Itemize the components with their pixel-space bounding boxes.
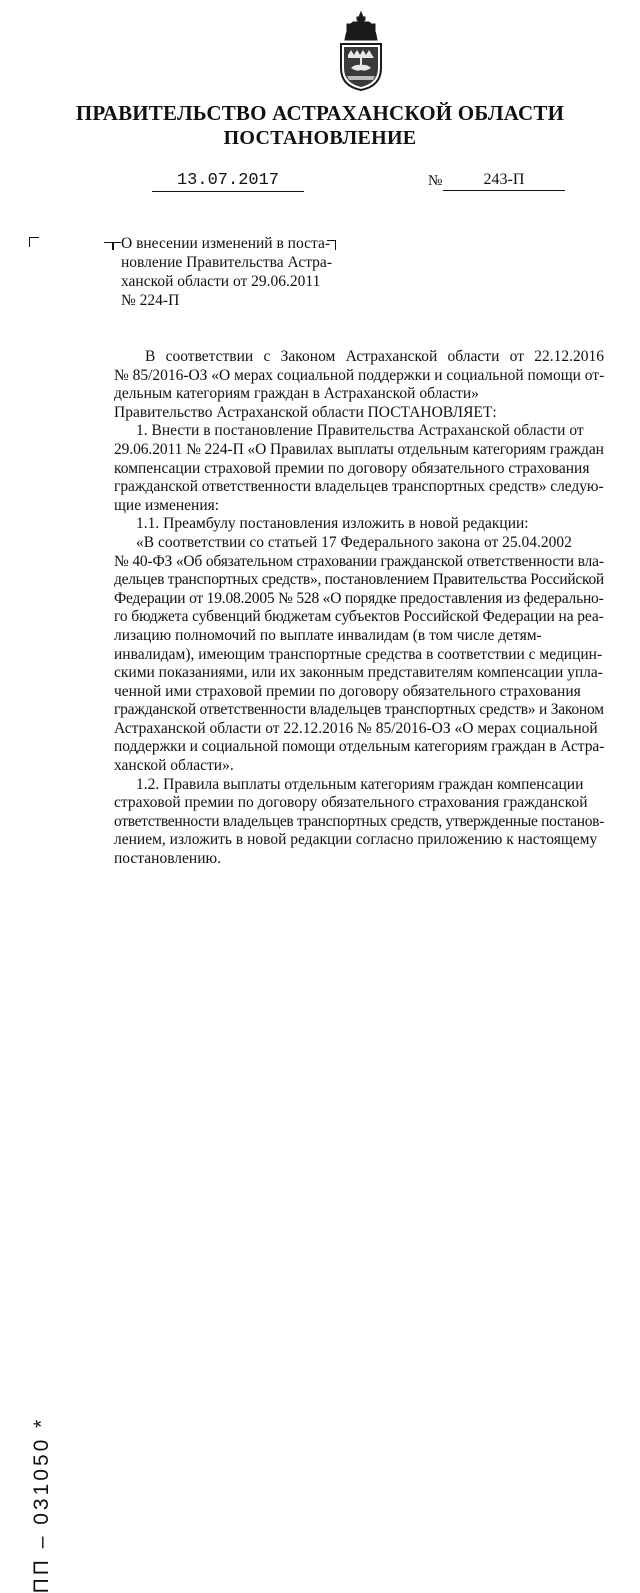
item11-line: гражданской ответственности владельцев транспортных средств» и Законом xyxy=(114,701,604,719)
intro-line: В соответствии с Законом Астраханской области от 22.12.2016 xyxy=(145,348,604,365)
document-number: 243-П xyxy=(443,171,565,191)
decree-line: Правительство Астраханской области ПОСТАНОВЛЯЕТ: xyxy=(114,403,497,421)
intro-line: № 85/2016-ОЗ «О мерах социальной поддержки и социальной помощи от- xyxy=(114,366,605,384)
item1-line: 1. Внести в постановление Правительства Астраханской области от xyxy=(136,422,584,440)
document-date: 13.07.2017 xyxy=(152,171,304,192)
item12-line: страховой премии по договору обязательного страхования гражданской xyxy=(114,794,588,812)
item11-line: скими показаниями, или их законным представителям компенсации упла- xyxy=(114,664,603,682)
item11-line: № 40-ФЗ «Об обязательном страховании гражданской ответственности вла- xyxy=(114,552,604,570)
item1-line: компенсации страховой премии по договору обязательного страхования xyxy=(114,459,590,477)
item11-line: лизацию полномочий по выплате инвалидам (в том числе детям- xyxy=(114,626,542,644)
corner-mark-subject-right-angle xyxy=(104,242,113,250)
item11-line: Федерации от 19.08.2005 № 528 «О порядке предоставления из федерально- xyxy=(114,589,604,607)
item1-line: щие изменения: xyxy=(114,496,220,514)
item11-line: «В соответствии со статьей 17 Федерального закона от 25.04.2002 xyxy=(136,533,572,551)
item11-line: инвалидам), имеющим транспортные средства в соответствии с медицин- xyxy=(114,645,603,663)
registration-stamp-text: ПП – 031050 * xyxy=(30,1416,53,1593)
intro-line: дельным категориям граждан в Астраханской области» xyxy=(114,385,479,403)
corner-mark-subject-left-angle xyxy=(113,242,121,250)
subject-line: новление Правительства Астра- xyxy=(121,254,332,271)
registration-stamp xyxy=(12,705,72,1593)
subject-line: ханской области от 29.06.2011 xyxy=(121,273,321,290)
government-title: ПРАВИТЕЛЬСТВО АСТРАХАНСКОЙ ОБЛАСТИ xyxy=(75,101,565,125)
document-subject xyxy=(121,234,333,310)
item12-line: ответственности владельцев транспортных средств, утвержденные постанов- xyxy=(114,812,605,830)
subject-line: № 224-П xyxy=(121,292,180,309)
item11-line: го бюджета субвенций бюджетам субъектов Российской Федерации на реа- xyxy=(114,608,604,626)
document-type: ПОСТАНОВЛЕНИЕ xyxy=(223,127,417,149)
number-label: № xyxy=(428,173,443,189)
item11-line: поддержки и социальной помощи отдельным категориям граждан в Астра- xyxy=(114,738,605,756)
item12-line: лением, изложить в новой редакции согласно приложению к настоящему xyxy=(114,831,598,849)
item1-line: 29.06.2011 № 224-П «О Правилах выплаты отдельным категориям граждан xyxy=(114,440,604,458)
subject-line: О внесении изменений в поста- xyxy=(121,235,330,252)
item11-line: Астраханской области от 22.12.2016 № 85/2016-ОЗ «О мерах социальной xyxy=(114,719,598,737)
item11-line: дельцев транспортных средств», постановлением Правительства Российской xyxy=(114,571,604,589)
coat-of-arms-icon xyxy=(333,10,389,92)
item12-line: 1.2. Правила выплаты отдельным категориям граждан компенсации xyxy=(136,775,584,793)
document-body xyxy=(114,348,604,869)
item11-line: ченной ими страховой премии по договору обязательного страхования xyxy=(114,682,581,700)
item1-line: гражданской ответственности владельцев транспортных средств» следую- xyxy=(114,478,604,496)
item11-title: 1.1. Преамбулу постановления изложить в новой редакции: xyxy=(136,515,529,533)
item11-line: ханской области». xyxy=(114,757,234,775)
corner-mark-left xyxy=(29,237,39,247)
item12-line: постановлению. xyxy=(114,850,221,868)
